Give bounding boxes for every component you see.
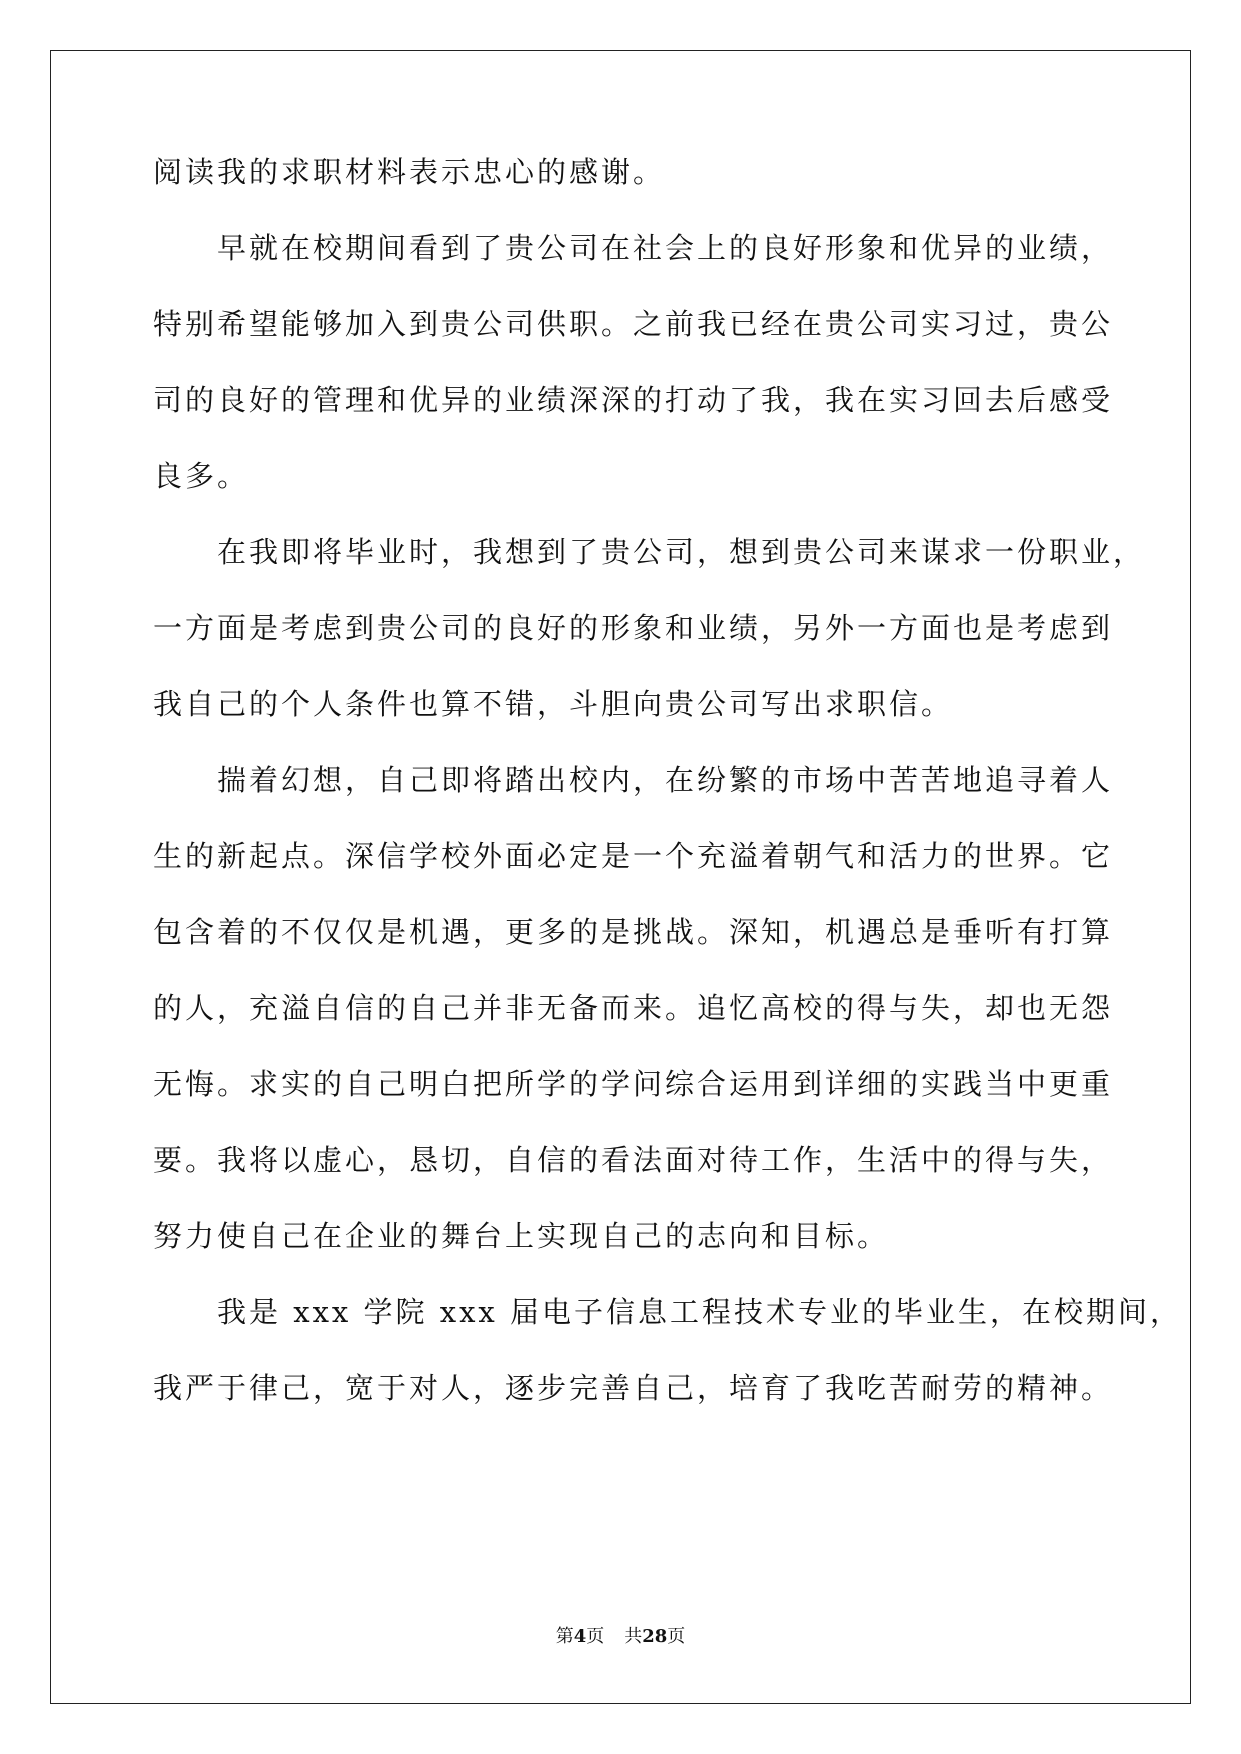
- page-suffix: 页: [586, 1626, 605, 1647]
- text-line: 包含着的不仅仅是机遇，更多的是挑战。深知，机遇总是垂听有打算: [153, 915, 1114, 949]
- text-line: 揣着幻想，自己即将踏出校内，在纷繁的市场中苦苦地追寻着人: [153, 763, 1114, 797]
- text-line: 要。我将以虚心，恳切，自信的看法面对待工作，生活中的得与失，: [153, 1143, 1114, 1177]
- page-border: [50, 50, 1191, 1704]
- page-prefix: 第: [555, 1626, 574, 1647]
- page-footer: [0, 1625, 1241, 1649]
- text-line: 良多。: [153, 459, 250, 493]
- text-line: 无悔。求实的自己明白把所学的学问综合运用到详细的实践当中更重: [153, 1067, 1114, 1101]
- text-line: 在我即将毕业时，我想到了贵公司，想到贵公司来谋求一份职业，: [153, 535, 1146, 569]
- text-line: 我自己的个人条件也算不错，斗胆向贵公司写出求职信。: [153, 687, 954, 721]
- text-line: 我是 xxx 学院 xxx 届电子信息工程技术专业的毕业生，在校期间，: [153, 1295, 1183, 1329]
- text-line: 特别希望能够加入到贵公司供职。之前我已经在贵公司实习过，贵公: [153, 307, 1114, 341]
- text-line: 司的良好的管理和优异的业绩深深的打动了我，我在实习回去后感受: [153, 383, 1114, 417]
- text-line: 一方面是考虑到贵公司的良好的形象和业绩，另外一方面也是考虑到: [153, 611, 1114, 645]
- text-line: 的人，充溢自信的自己并非无备而来。追忆高校的得与失，却也无怨: [153, 991, 1114, 1025]
- text-line: 生的新起点。深信学校外面必定是一个充溢着朝气和活力的世界。它: [153, 839, 1114, 873]
- text-line: 我严于律己，宽于对人，逐步完善自己，培育了我吃苦耐劳的精神。: [153, 1371, 1114, 1405]
- total-pages: 28: [642, 1626, 668, 1647]
- text-line: 阅读我的求职材料表示忠心的感谢。: [153, 155, 666, 189]
- text-line: 早就在校期间看到了贵公司在社会上的良好形象和优异的业绩，: [153, 231, 1114, 265]
- page-number: 4: [573, 1626, 587, 1647]
- total-prefix: 共: [624, 1626, 643, 1647]
- total-suffix: 页: [667, 1626, 686, 1647]
- text-line: 努力使自己在企业的舞台上实现自己的志向和目标。: [153, 1219, 890, 1253]
